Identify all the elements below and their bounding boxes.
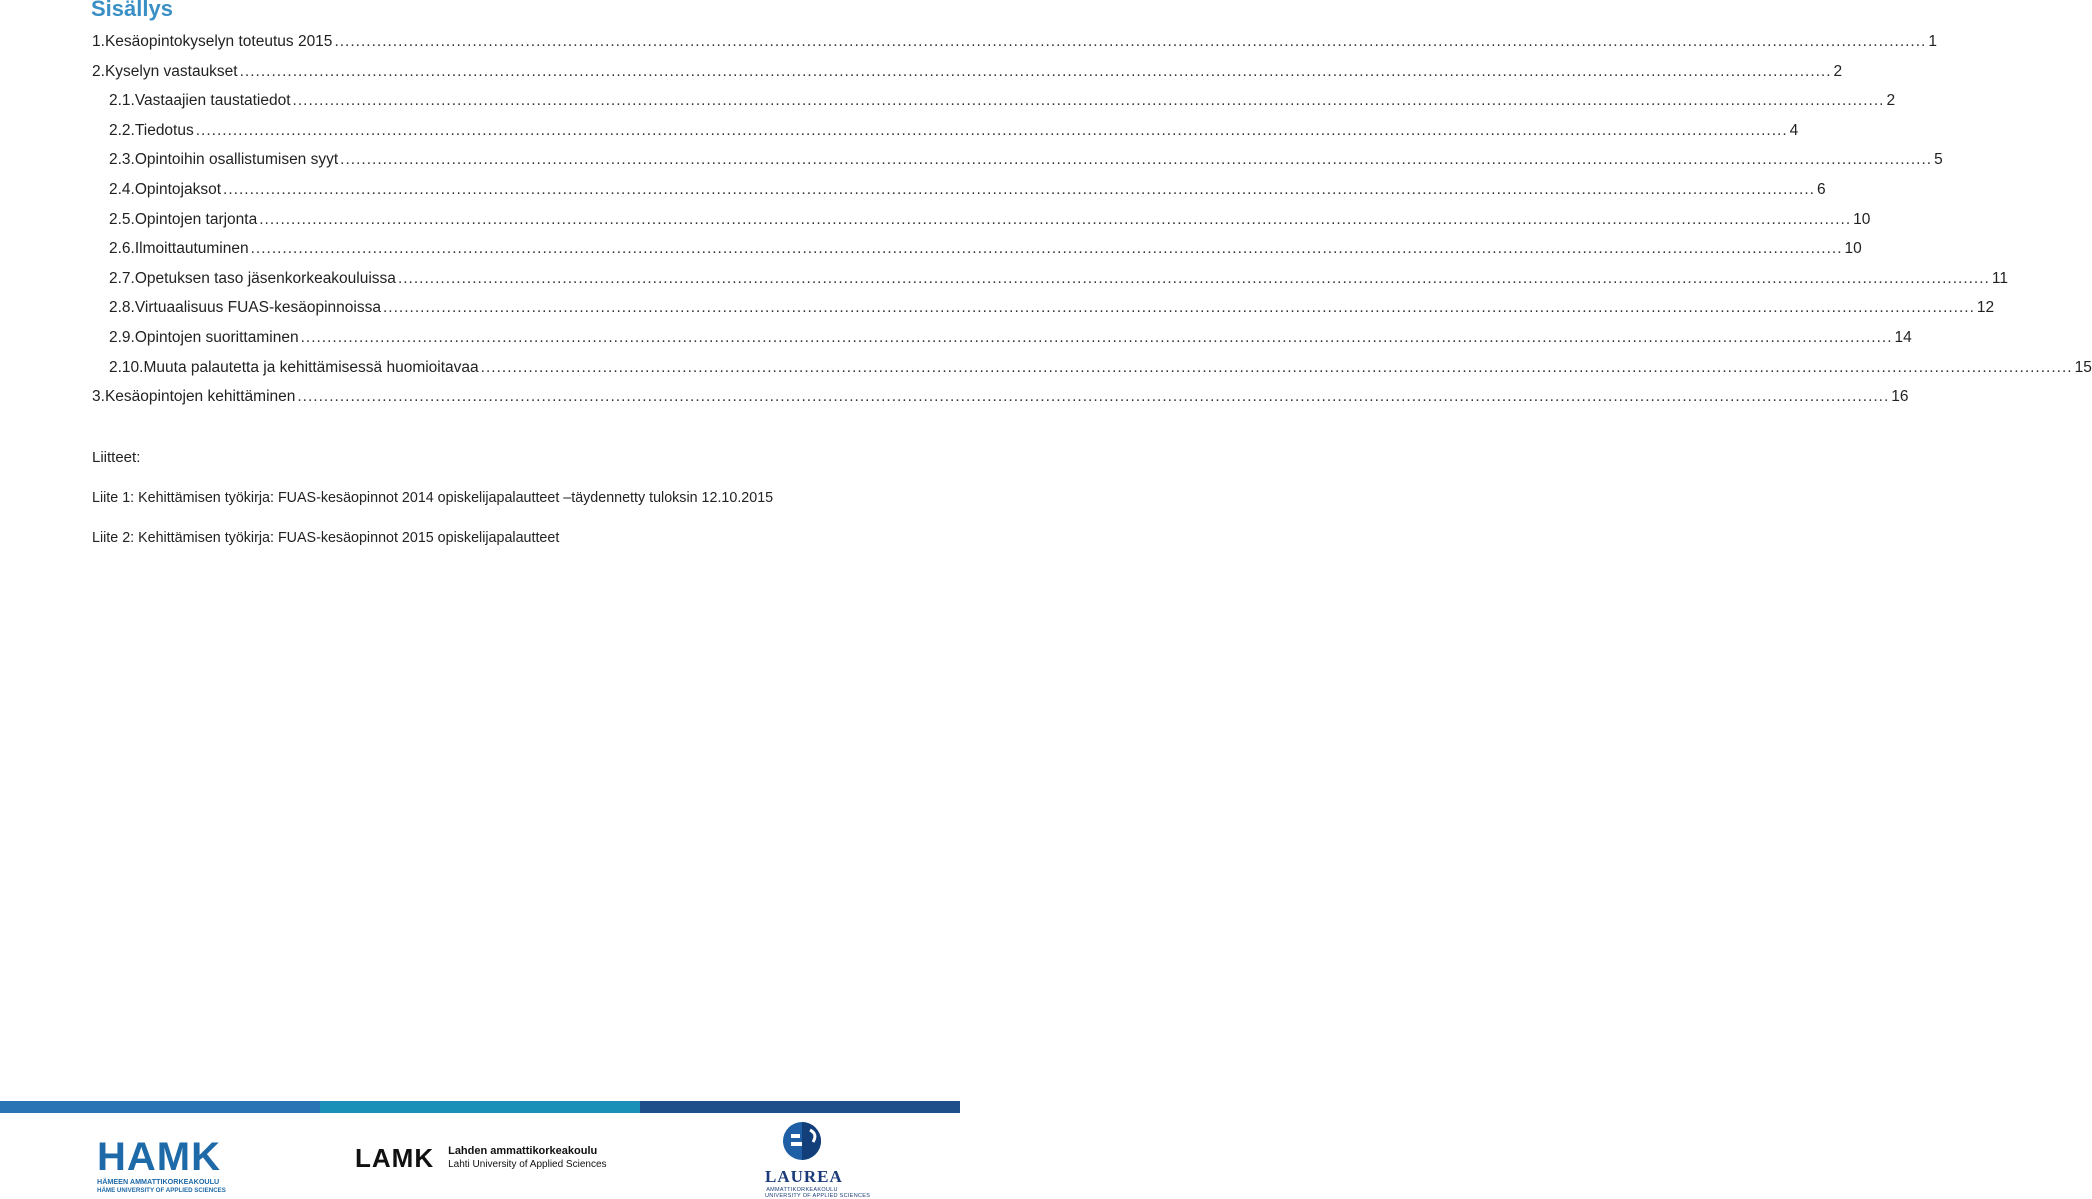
toc-entry[interactable] (0, 388, 1909, 410)
toc-entry[interactable] (0, 240, 1862, 262)
toc-entry[interactable] (0, 33, 1937, 55)
toc-entry-page: 10 (1844, 240, 1862, 257)
toc-entry-page: 11 (1991, 270, 2008, 287)
toc-entry-label: Kesäopintokyselyn toteutus 2015 (104, 33, 333, 50)
lamk-logo-subtitle: Lahti University of Applied Sciences (448, 1159, 607, 1170)
laurea-emblem-icon (767, 1120, 837, 1162)
hamk-logo-text: HAMK (97, 1135, 221, 1179)
toc-entry-label: Tiedotus (134, 122, 194, 139)
toc-entry-page: 2 (1833, 63, 1843, 80)
toc-entry-page: 16 (1891, 388, 1909, 405)
laurea-logo-subtitle: UNIVERSITY OF APPLIED SCIENCES (765, 1193, 871, 1199)
footer-bar-segment (640, 1101, 960, 1113)
toc-entry-page: 6 (1816, 181, 1826, 198)
lamk-logo-subtitle: Lahden ammattikorkeakoulu (448, 1145, 598, 1157)
toc-leader-dots: ............................................................................................................................................................................................................................................................................................................ (480, 359, 2073, 376)
attachment-item: Liite 1: Kehittämisen työkirja: FUAS-kesäopinnot 2014 opiskelijapalautteet –täydennetty tuloksin 12.10.2015 (92, 490, 774, 506)
toc-entry-number: 2.7. (109, 270, 135, 287)
toc-entry[interactable] (0, 122, 1799, 144)
toc-leader-dots: ............................................................................................................................................................................................................................................................................................................ (250, 240, 1843, 257)
toc-entry-label: Opintojen suorittaminen (134, 329, 299, 346)
toc-entry-label: Opetuksen taso jäsenkorkeakouluissa (134, 270, 396, 287)
toc-entry[interactable] (0, 211, 1871, 233)
toc-entry-page: 5 (1934, 151, 1943, 168)
toc-entry-label: Muuta palautetta ja kehittämisessä huomioitavaa (143, 359, 479, 376)
toc-entry-label: Kyselyn vastaukset (104, 63, 238, 80)
toc-leader-dots: ............................................................................................................................................................................................................................................................................................................ (195, 122, 1788, 139)
toc-entry-label: Opintoihin osallistumisen syyt (134, 151, 339, 168)
toc-entry-number: 2. (92, 63, 105, 80)
hamk-logo (97, 1137, 226, 1195)
toc-entry-number: 2.5. (109, 211, 135, 228)
toc-entry[interactable] (0, 299, 1995, 321)
toc-leader-dots: ............................................................................................................................................................................................................................................................................................................ (292, 92, 1885, 109)
toc-entry-label: Vastaajien taustatiedot (134, 92, 291, 109)
toc-entry-label: Opintojaksot (134, 181, 222, 198)
toc-leader-dots: ............................................................................................................................................................................................................................................................................................................ (334, 33, 1927, 50)
toc-entry-page: 10 (1853, 211, 1871, 228)
toc-entry-page: 12 (1976, 299, 1995, 316)
toc-leader-dots: ............................................................................................................................................................................................................................................................................................................ (239, 63, 1832, 80)
toc-entry-label: Opintojen tarjonta (134, 211, 258, 228)
footer-bar-segment (0, 1101, 320, 1113)
lamk-logo-text: LAMK (355, 1142, 435, 1173)
toc-entry-label: Virtuaalisuus FUAS-kesäopinnoissa (134, 299, 381, 316)
toc-entry-page: 15 (2074, 359, 2092, 376)
toc-entry-number: 2.2. (109, 122, 135, 139)
toc-entry-number: 2.1. (109, 92, 135, 109)
toc-entry-page: 4 (1789, 122, 1799, 139)
hamk-logo-subtitle: HÄMEEN AMMATTIKORKEAKOULU (97, 1177, 220, 1186)
laurea-logo-text: LAUREA (765, 1167, 843, 1186)
toc-entry-number: 2.9. (109, 329, 135, 346)
lamk-logo (355, 1144, 607, 1171)
toc-leader-dots: ............................................................................................................................................................................................................................................................................................................ (259, 211, 1852, 228)
toc-entry[interactable] (0, 329, 1912, 351)
toc-entry-page: 14 (1894, 329, 1912, 346)
toc-entry-page: 2 (1886, 92, 1896, 109)
toc-entry[interactable] (0, 270, 2008, 292)
toc-leader-dots: ............................................................................................................................................................................................................................................................................................................ (340, 151, 1933, 168)
toc-entry[interactable] (0, 63, 1843, 85)
toc-entry-page: 1 (1928, 33, 1937, 50)
toc-entry[interactable] (0, 92, 1896, 114)
toc-leader-dots: ............................................................................................................................................................................................................................................................................................................ (297, 388, 1890, 405)
toc-entry-number: 2.8. (109, 299, 135, 316)
toc-entry-number: 1. (92, 33, 105, 50)
toc-leader-dots: ............................................................................................................................................................................................................................................................................................................ (223, 181, 1815, 198)
footer-bar-segment (320, 1101, 640, 1113)
attachment-item: Liite 2: Kehittämisen työkirja: FUAS-kesäopinnot 2015 opiskelijapalautteet (92, 530, 560, 546)
toc-entry-label: Ilmoittautuminen (134, 240, 249, 257)
toc-leader-dots: ............................................................................................................................................................................................................................................................................................................ (382, 299, 1975, 316)
toc-entry-number: 3. (92, 388, 105, 405)
toc-entry[interactable] (0, 359, 2092, 381)
laurea-logo (765, 1120, 871, 1199)
toc-entry-number: 2.10. (109, 359, 144, 376)
laurea-logo-subtitle: AMMATTIKORKEAKOULU (766, 1187, 838, 1193)
toc-entry[interactable] (0, 181, 1826, 203)
toc-leader-dots: ............................................................................................................................................................................................................................................................................................................ (300, 329, 1893, 346)
toc-entry-number: 2.4. (109, 181, 135, 198)
attachments-heading: Liitteet: (92, 449, 141, 466)
toc-entry[interactable] (0, 151, 1943, 173)
toc-title: Sisällys (91, 0, 173, 21)
hamk-logo-subtitle: HÄME UNIVERSITY OF APPLIED SCIENCES (97, 1187, 226, 1194)
toc-entry-label: Kesäopintojen kehittäminen (104, 388, 296, 405)
toc-entry-number: 2.6. (109, 240, 135, 257)
toc-entry-number: 2.3. (109, 151, 135, 168)
toc-leader-dots: ............................................................................................................................................................................................................................................................................................................ (397, 270, 1990, 287)
